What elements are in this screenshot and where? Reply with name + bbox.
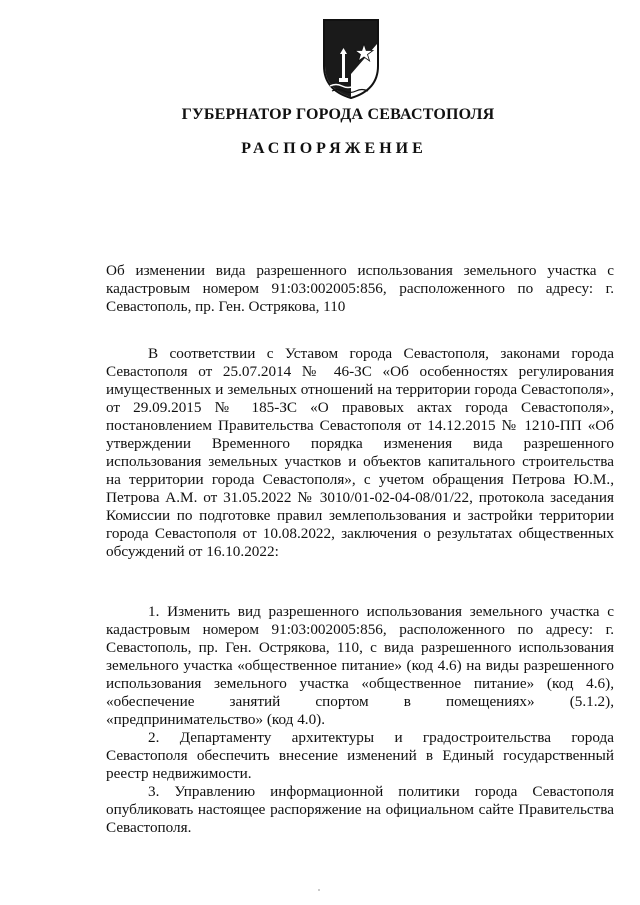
document-subject xyxy=(106,262,614,316)
issuer-title: ГУБЕРНАТОР ГОРОДА СЕВАСТОПОЛЯ xyxy=(181,106,495,123)
sevastopol-coat-of-arms-icon xyxy=(318,14,384,102)
document-type-title: РАСПОРЯЖЕНИЕ xyxy=(241,140,427,157)
scan-speck xyxy=(318,889,320,891)
subject-text: Об изменении вида разрешенного использования земельного участка с кадастровым номером 91:03:002005:856, расположенного по адресу: г. Севастополь, пр. Ген. Острякова, 110 xyxy=(106,262,614,315)
order-item-3: 3. Управлению информационной политики города Севастополя опубликовать настоящее распоряжение на официальном сайте Правительства Севастополя. xyxy=(106,783,614,836)
order-item-1: 1. Изменить вид разрешенного использования земельного участка с кадастровым номером 91:03:002005:856, расположенного по адресу: г. Севастополь, пр. Ген. Острякова, 110, с вида разрешенного использования земельного участка «общественное питание» (код 4.6) на виды разрешенного использования земельного участка «общественное питание» (код 4.6), «обеспечение занятий спортом в помещениях» (5.1.2), «предпринимательство» (код 4.0). xyxy=(106,603,614,728)
document-preamble xyxy=(106,345,614,561)
order-items xyxy=(106,603,614,837)
order-item-2: 2. Департаменту архитектуры и градостроительства города Севастополя обеспечить внесение изменений в Единый государственный реестр недвижимости. xyxy=(106,729,614,782)
preamble-text: В соответствии с Уставом города Севастополя, законами города Севастополя от 25.07.2014 № 46-ЗС «Об особенностях регулирования имущественных и земельных отношений на территории города Севастополя», от 29.09.2015 № 185-ЗС «О правовых актах города Севастополя», постановлением Правительства Севастополя от 14.12.2015 № 1210-ПП «Об утверждении Временного порядка изменения вида разрешенного использования земельных участков и объектов капитального строительства на территории города Севастополя», с учетом обращения Петрова Ю.М., Петрова А.М. от 31.05.2022 № 3010/01-02-04-08/01/22, протокола заседания Комиссии по подготовке правил землепользования и застройки территории города Севастополя от 10.08.2022, заключения о результатах общественных обсуждений от 16.10.2022: xyxy=(106,345,614,560)
